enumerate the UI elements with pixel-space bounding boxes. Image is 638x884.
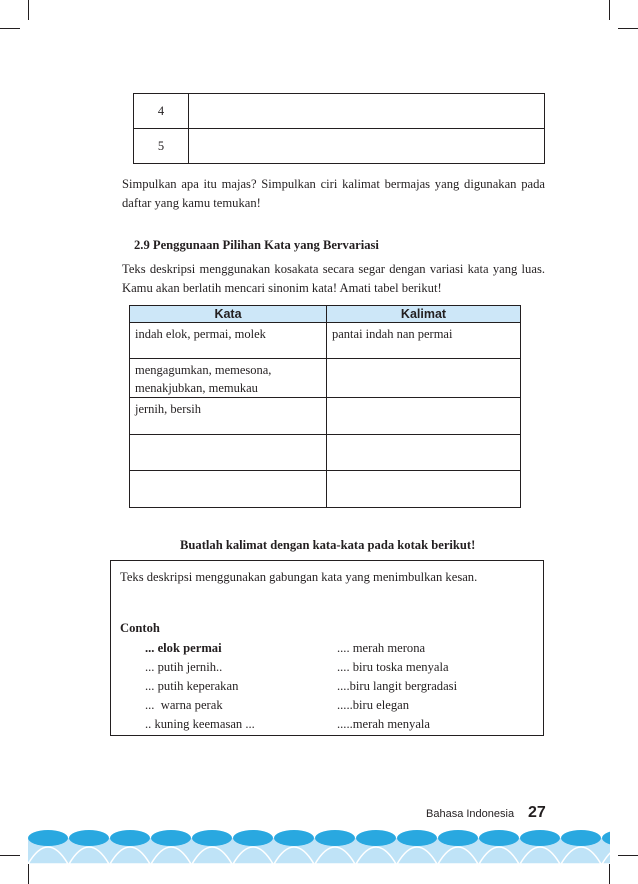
wave-crest	[356, 830, 396, 846]
table-row	[134, 129, 545, 164]
wave-crest	[192, 830, 232, 846]
section-intro: Teks deskripsi menggunakan kosakata secara segar dengan variasi kata yang luas. Kamu akan berlatih mencari sinonim kata! Amati tabel berikut!	[122, 262, 545, 295]
list-item: ... putih keperakan	[145, 679, 239, 693]
crop-mark	[28, 864, 29, 884]
list-item: ... warna perak	[145, 698, 223, 712]
wave-crest	[479, 830, 519, 846]
list-item: ....biru langit bergradasi	[337, 679, 458, 693]
answer-table	[133, 93, 545, 164]
book-title: Bahasa Indonesia	[426, 808, 515, 820]
wave-crest	[233, 830, 273, 846]
table-row	[134, 94, 545, 129]
wave-crest	[315, 830, 355, 846]
crop-mark	[618, 855, 638, 856]
example-box	[110, 560, 544, 736]
kata-cell: indah elok, permai, molek	[130, 323, 327, 359]
synonym-table	[129, 305, 521, 508]
column-header-kata: Kata	[130, 306, 327, 323]
kalimat-cell[interactable]	[327, 359, 521, 398]
table-row	[130, 323, 521, 359]
section-heading: 2.9 Penggunaan Pilihan Kata yang Bervariasi	[134, 238, 379, 252]
wave-crest	[69, 830, 109, 846]
wave-crest	[561, 830, 601, 846]
kalimat-cell[interactable]	[327, 398, 521, 435]
crop-mark	[618, 28, 638, 29]
answer-cell[interactable]	[189, 129, 545, 164]
list-item: ... elok permai	[145, 641, 222, 655]
table-row	[130, 471, 521, 508]
kata-cell[interactable]	[130, 435, 327, 471]
left-phrase-list	[145, 639, 255, 734]
wave-crest	[151, 830, 191, 846]
list-item: .... biru toska menyala	[337, 660, 449, 674]
wave-crest	[520, 830, 560, 846]
list-item: .... merah merona	[337, 641, 426, 655]
table-row	[130, 435, 521, 471]
exercise-instruction: Buatlah kalimat dengan kata-kata pada kotak berikut!	[180, 538, 476, 552]
page-number: 27	[528, 804, 546, 821]
wave-crest	[110, 830, 150, 846]
table-row	[130, 398, 521, 435]
crop-mark	[28, 0, 29, 20]
wave-crest	[274, 830, 314, 846]
answer-cell[interactable]	[189, 94, 545, 129]
question-paragraph: Simpulkan apa itu majas? Simpulkan ciri kalimat bermajas yang digunakan pada daftar yang kamu temukan!	[122, 177, 545, 210]
kalimat-cell[interactable]: pantai indah nan permai	[327, 323, 521, 359]
crop-mark	[0, 28, 20, 29]
list-item: ... putih jernih..	[145, 660, 223, 674]
crop-mark	[609, 0, 610, 20]
column-header-kalimat: Kalimat	[327, 306, 521, 323]
box-description: Teks deskripsi menggunakan gabungan kata yang menimbulkan kesan.	[120, 570, 478, 584]
row-number: 4	[134, 94, 189, 129]
kalimat-cell[interactable]	[327, 435, 521, 471]
kata-cell[interactable]	[130, 471, 327, 508]
list-item: .. kuning keemasan ...	[145, 717, 255, 731]
kata-cell: jernih, bersih	[130, 398, 327, 435]
wave-crest	[438, 830, 478, 846]
list-item: .....biru elegan	[337, 698, 410, 712]
crop-mark	[0, 855, 20, 856]
crop-mark	[609, 864, 610, 884]
table-row	[130, 359, 521, 398]
kalimat-cell[interactable]	[327, 471, 521, 508]
wave-crest	[397, 830, 437, 846]
list-item: .....merah menyala	[337, 717, 431, 731]
wave-crest	[28, 830, 68, 846]
row-number: 5	[134, 129, 189, 164]
kata-cell: mengagumkan, memesona, menakjubkan, memukau	[130, 359, 327, 398]
table-header-row	[130, 306, 521, 323]
wave-decoration	[28, 826, 610, 864]
right-phrase-list	[337, 639, 457, 734]
example-label: Contoh	[120, 621, 160, 635]
